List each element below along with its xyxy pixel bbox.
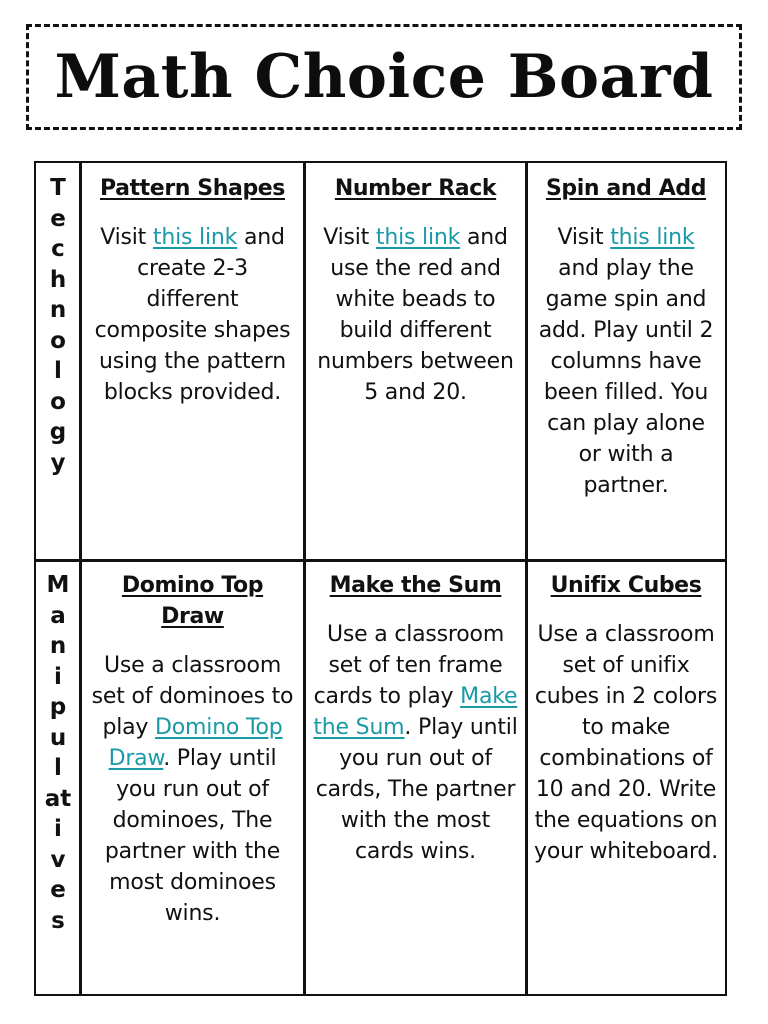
make-the-sum-link[interactable]: Make the Sum <box>313 684 518 740</box>
cell-text: Use a classroom set of unifix cubes in 2 colors to make combinations of 10 and 20. Write the equations on your whiteboard. <box>534 622 718 864</box>
cell-text: and play the game spin and add. Play until 2 columns have been filled. You can play alone or with a partner. <box>538 256 714 498</box>
row-label-letter: M <box>46 572 70 598</box>
choice-board <box>34 161 727 996</box>
title-box <box>26 24 742 130</box>
cell-body <box>534 619 718 867</box>
domino-top-draw-link[interactable]: Domino Top Draw <box>108 715 283 771</box>
cell-body <box>88 650 297 929</box>
row-label-letter: e <box>50 877 66 903</box>
cell-text: Visit <box>557 225 611 250</box>
row-label-letter: n <box>49 633 67 659</box>
cell-text: . Play until you run out of dominoes, The partner with the most dominoes wins. <box>104 746 281 926</box>
cell-body <box>88 222 297 408</box>
divider <box>36 559 725 562</box>
row-label-letter: T <box>50 175 66 201</box>
row-label-letter: u <box>49 724 67 751</box>
cell-body <box>534 222 718 501</box>
cell-pattern-shapes <box>82 173 303 408</box>
cell-title: Number Rack <box>334 176 497 201</box>
number-rack-link[interactable]: this link <box>375 225 461 250</box>
cell-text: and use the red and white beads to build different numbers between 5 and 20. <box>317 225 514 405</box>
row-label-letter: at <box>44 785 72 812</box>
cell-number-rack <box>306 173 525 408</box>
cell-text: and create 2-3 different composite shapes using the pattern blocks provided. <box>94 225 291 405</box>
cell-domino-top-draw <box>82 570 303 929</box>
page-title: Math Choice Board <box>54 42 714 112</box>
row-label-letter: s <box>51 907 65 934</box>
row-label-letter: c <box>51 236 65 262</box>
cell-unifix-cubes <box>528 570 724 867</box>
cell-make-the-sum <box>306 570 525 867</box>
row-label-letter: v <box>50 846 66 873</box>
row-label-letter: g <box>49 419 67 445</box>
row-label-letter: i <box>54 663 62 690</box>
row-label-manipulatives <box>36 570 80 936</box>
row-label-letter: p <box>49 694 67 720</box>
cell-title: Make the Sum <box>329 573 502 598</box>
row-label-letter: o <box>50 388 66 415</box>
cell-text: Use a classroom set of ten frame cards to play <box>313 622 505 709</box>
row-label-letter: l <box>54 358 62 384</box>
row-label-letter: a <box>50 602 66 629</box>
row-label-letter: n <box>49 297 67 323</box>
pattern-shapes-link[interactable]: this link <box>152 225 238 250</box>
cell-text: Use a classroom set of dominoes to play <box>91 653 294 740</box>
cell-body <box>312 619 519 867</box>
cell-text: Visit <box>100 225 153 250</box>
cell-title: Spin and Add <box>545 176 707 201</box>
row-label-letter: o <box>50 327 66 354</box>
spin-and-add-link[interactable]: this link <box>610 225 695 250</box>
row-label-letter: i <box>54 816 62 842</box>
cell-text: Visit <box>323 225 376 250</box>
cell-title: Domino Top Draw <box>121 573 264 629</box>
row-label-letter: y <box>50 449 66 476</box>
cell-body <box>312 222 519 408</box>
cell-title: Pattern Shapes <box>99 176 286 201</box>
cell-text: . Play until you run out of cards, The partner with the most cards wins. <box>315 715 518 864</box>
row-label-letter: e <box>50 205 66 232</box>
row-label-letter: h <box>49 266 67 293</box>
cell-spin-and-add <box>528 173 724 501</box>
row-label-letter: l <box>54 755 62 781</box>
cell-title: Unifix Cubes <box>550 573 702 598</box>
row-label-technology <box>36 173 80 478</box>
